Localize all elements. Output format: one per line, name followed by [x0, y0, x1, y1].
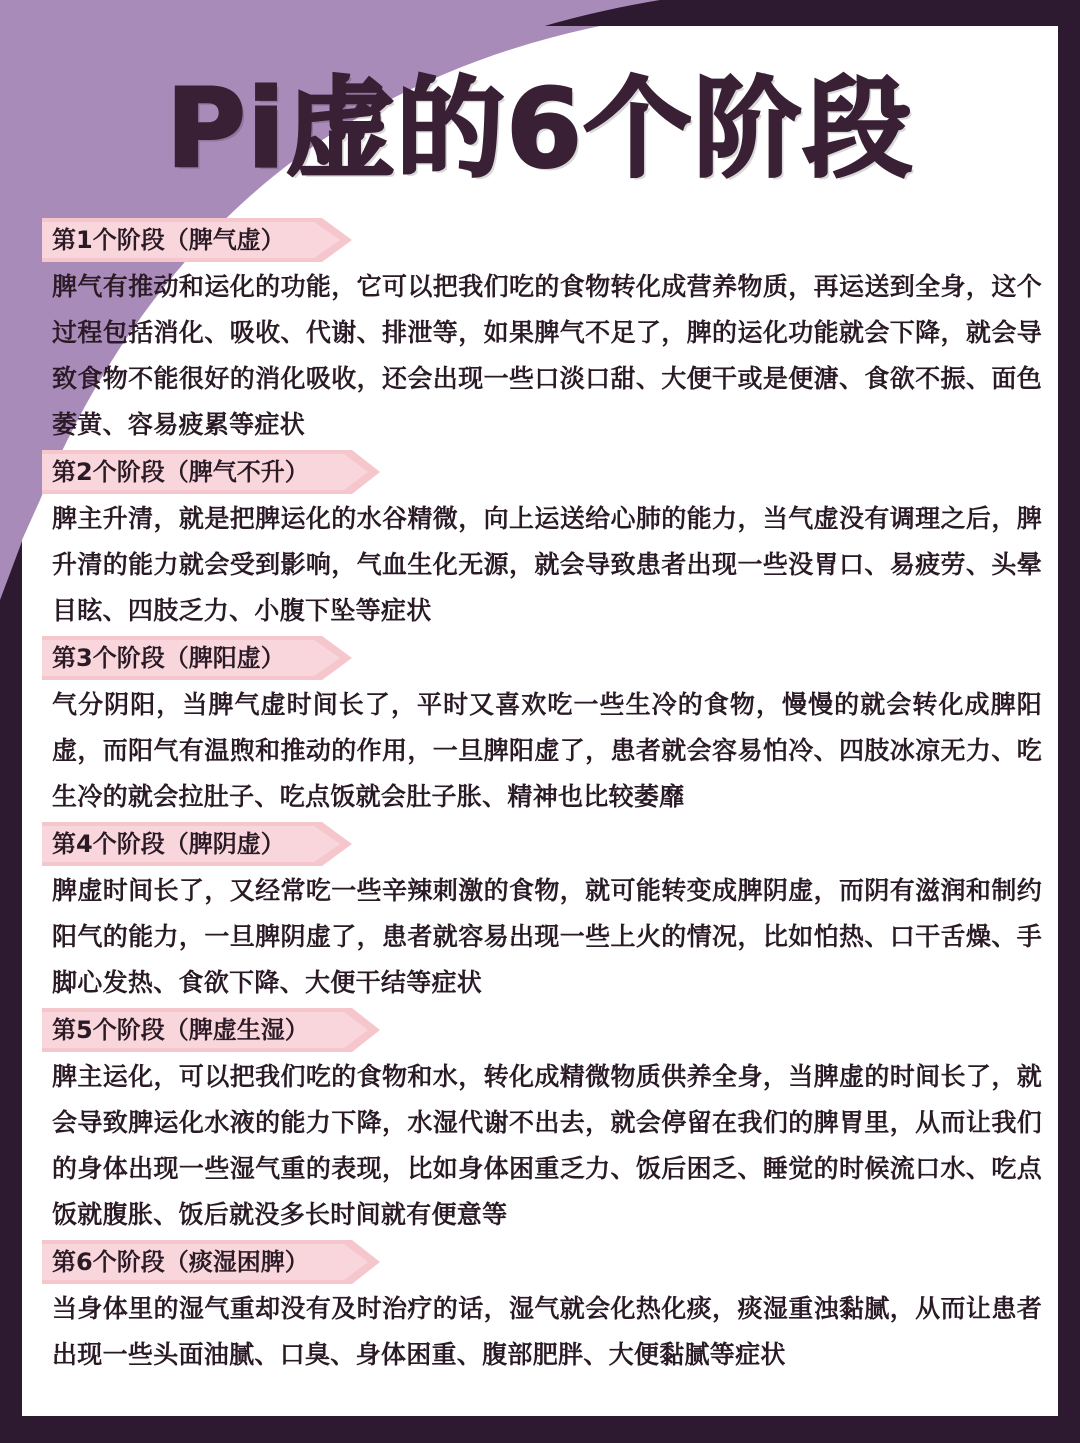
- stage-2-header: [42, 448, 382, 496]
- stage-3-header: [42, 634, 382, 682]
- stage-6-text: 当身体里的湿气重却没有及时治疗的话，湿气就会化热化痰，痰湿重浊黏腻，从而让患者出现一些头面油腻、口臭、身体困重、腹部肥胖、大便黏腻等症状: [52, 1294, 1042, 1369]
- stage-1-label: 第1个阶段（脾气虚）: [52, 226, 285, 254]
- stage-3-text: 气分阴阳，当脾气虚时间长了，平时又喜欢吃一些生冷的食物，慢慢的就会转化成脾阳虚，而阳气有温煦和推动的作用，一旦脾阳虚了，患者就会容易怕冷、四肢冰凉无力、吃生冷的就会拉肚子、吃点饭就会肚子胀、精神也比较萎靡: [52, 690, 1042, 811]
- stage-5-label: 第5个阶段（脾虚生湿）: [52, 1016, 309, 1044]
- stage-6-label: 第6个阶段（痰湿困脾）: [52, 1248, 309, 1276]
- stage-2: [42, 448, 1042, 634]
- stage-6-header: [42, 1238, 382, 1286]
- stage-4-text: 脾虚时间长了，又经常吃一些辛辣刺激的食物，就可能转变成脾阴虚，而阴有滋润和制约阳气的能力，一旦脾阴虚了，患者就容易出现一些上火的情况，比如怕热、口干舌燥、手脚心发热、食欲下降、大便干结等症状: [52, 876, 1042, 997]
- stage-4: [42, 820, 1042, 1006]
- stage-5: [42, 1006, 1042, 1238]
- stage-5-header: [42, 1006, 382, 1054]
- stage-3: [42, 634, 1042, 820]
- stage-2-text: 脾主升清，就是把脾运化的水谷精微，向上运送给心肺的能力，当气虚没有调理之后，脾升清的能力就会受到影响，气血生化无源，就会导致患者出现一些没胃口、易疲劳、头晕目眩、四肢乏力、小腹下坠等症状: [52, 504, 1042, 625]
- stage-4-header: [42, 820, 382, 868]
- stage-1-text: 脾气有推动和运化的功能，它可以把我们吃的食物转化成营养物质，再运送到全身，这个过程包括消化、吸收、代谢、排泄等，如果脾气不足了，脾的运化功能就会下降，就会导致食物不能很好的消化吸收，还会出现一些口淡口甜、大便干或是便溏、食欲不振、面色萎黄、容易疲累等症状: [52, 272, 1042, 439]
- stage-1: [42, 216, 1042, 448]
- stage-3-label: 第3个阶段（脾阳虚）: [52, 644, 285, 672]
- stage-6: [42, 1238, 1042, 1378]
- stage-1-header: [42, 216, 382, 264]
- stage-2-label: 第2个阶段（脾气不升）: [52, 458, 309, 486]
- stage-4-label: 第4个阶段（脾阴虚）: [52, 830, 285, 858]
- page-title: Pi虚的6个阶段: [166, 67, 914, 192]
- stage-list: [42, 216, 1042, 1378]
- stage-5-text: 脾主运化，可以把我们吃的食物和水，转化成精微物质供养全身，当脾虚的时间长了，就会导致脾运化水液的能力下降，水湿代谢不出去，就会停留在我们的脾胃里，从而让我们的身体出现一些湿气重的表现，比如身体困重乏力、饭后困乏、睡觉的时候流口水、吃点饭就腹胀、饭后就没多长时间就有便意等: [52, 1062, 1042, 1229]
